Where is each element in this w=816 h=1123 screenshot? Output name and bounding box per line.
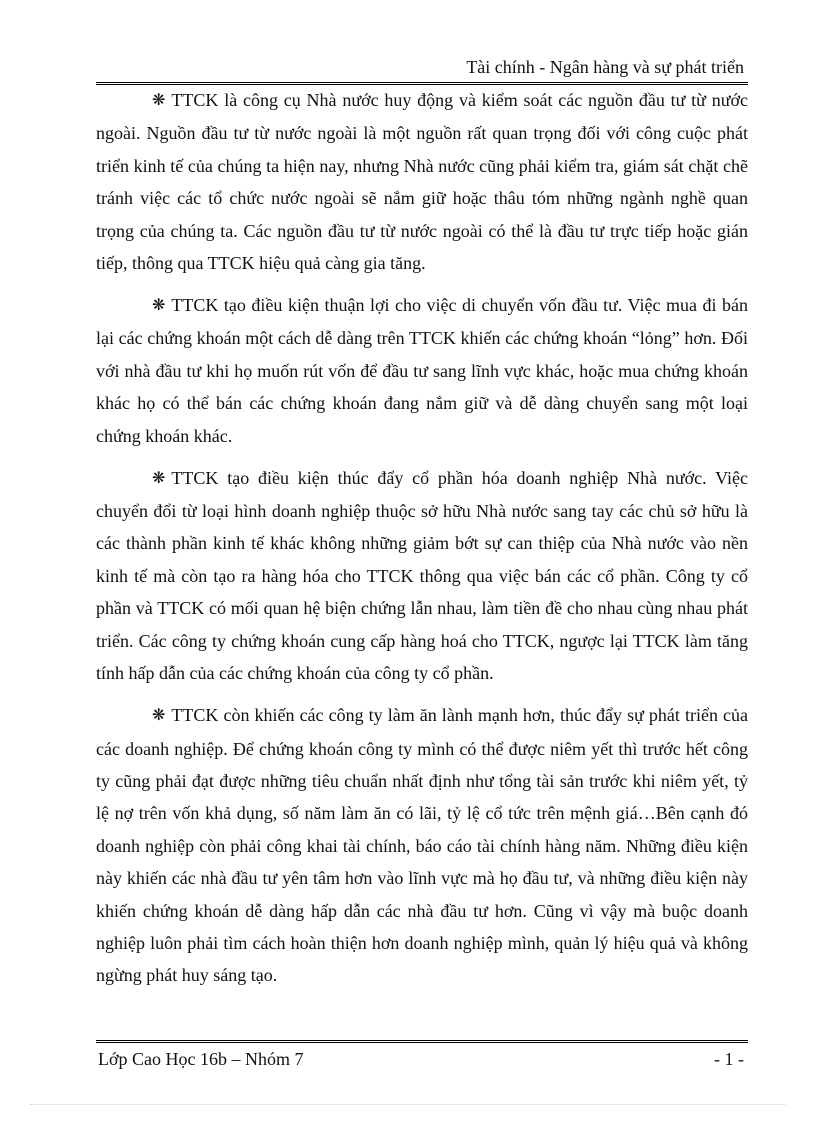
paragraph-text: TTCK còn khiến các công ty làm ăn lành mạnh hơn, thúc đẩy sự phát triển của các doanh nghiệp. Để chứng khoán công ty mình có thể được niêm yết thì trước hết công ty cũng phải đạt được những tiêu chuẩn nhất định như tổng tài sản trước khi niêm yết, tỷ lệ nợ trên vốn khả dụng, số năm làm ăn có lãi, tỷ lệ cổ tức trên mệnh giá…Bên cạnh đó doanh nghiệp còn phải công khai tài chính, báo cáo tài chính hàng năm. Những điều kiện này khiến các nhà đầu tư yên tâm hơn vào lĩnh vực mà họ đầu tư, và những điều kiện này khiến chứng khoán dễ dàng hấp dẫn các nhà đầu tư hơn. Cũng vì vậy mà buộc doanh nghiệp luôn phải tìm cách hoàn thiện hơn doanh nghiệp mình, quản lý hiệu quả và không ngừng phát huy sáng tạo. xyxy=(96,705,748,986)
bullet-icon: ❋ xyxy=(152,297,166,315)
paragraph-text: TTCK là công cụ Nhà nước huy động và kiểm soát các nguồn đầu tư từ nước ngoài. Nguồn đầu tư từ nước ngoài là một nguồn rất quan trọng đối với công cuộc phát triển kinh tế của chúng ta hiện nay, nhưng Nhà nước cũng phải kiểm tra, giám sát chặt chẽ tránh việc các tổ chức nước ngoài sẽ nắm giữ hoặc thâu tóm những ngành nghề quan trọng của chúng ta. Các nguồn đầu tư từ nước ngoài có thể là đầu tư trực tiếp hoặc gián tiếp, thông qua TTCK hiệu quả càng gia tăng. xyxy=(96,90,748,274)
page-number: - 1 - xyxy=(714,1049,744,1069)
paragraph xyxy=(96,462,748,690)
document-body xyxy=(96,84,748,1001)
paragraph-text: TTCK tạo điều kiện thuận lợi cho việc di chuyển vốn đầu tư. Việc mua đi bán lại các chứng khoán một cách dễ dàng trên TTCK khiến các chứng khoán “lỏng” hơn. Đối với nhà đầu tư khi họ muốn rút vốn để đầu tư sang lĩnh vực khác, hoặc mua chứng khoán khác họ có thể bán các chứng khoán đang nắm giữ và dễ dàng chuyển sang một loại chứng khoán khác. xyxy=(96,295,748,446)
bullet-icon: ❋ xyxy=(152,469,166,487)
paragraph xyxy=(96,84,748,279)
footer-class-group: Lớp Cao Học 16b – Nhóm 7 xyxy=(98,1049,304,1069)
page-header xyxy=(96,52,748,85)
bullet-icon: ❋ xyxy=(152,92,166,109)
header-title: Tài chính - Ngân hàng và sự phát triển xyxy=(466,57,744,77)
page-bottom-divider xyxy=(30,1104,786,1105)
page-footer xyxy=(96,1040,748,1077)
paragraph xyxy=(96,289,748,452)
paragraph xyxy=(96,699,748,992)
bullet-icon: ❋ xyxy=(152,707,166,725)
paragraph-text: TTCK tạo điều kiện thúc đẩy cổ phần hóa doanh nghiệp Nhà nước. Việc chuyển đổi từ loại hình doanh nghiệp thuộc sở hữu Nhà nước sang tay các chủ sở hữu là các thành phần kinh tế khác không những giảm bớt sự can thiệp của Nhà nước vào nền kinh tế mà còn tạo ra hàng hóa cho TTCK thông qua việc bán các cổ phần. Công ty cổ phần và TTCK có mối quan hệ biện chứng lẫn nhau, làm tiền đề cho nhau cùng nhau phát triển. Các công ty chứng khoán cung cấp hàng hoá cho TTCK, ngược lại TTCK làm tăng tính hấp dẫn của các chứng khoán của công ty cổ phần. xyxy=(96,467,748,684)
